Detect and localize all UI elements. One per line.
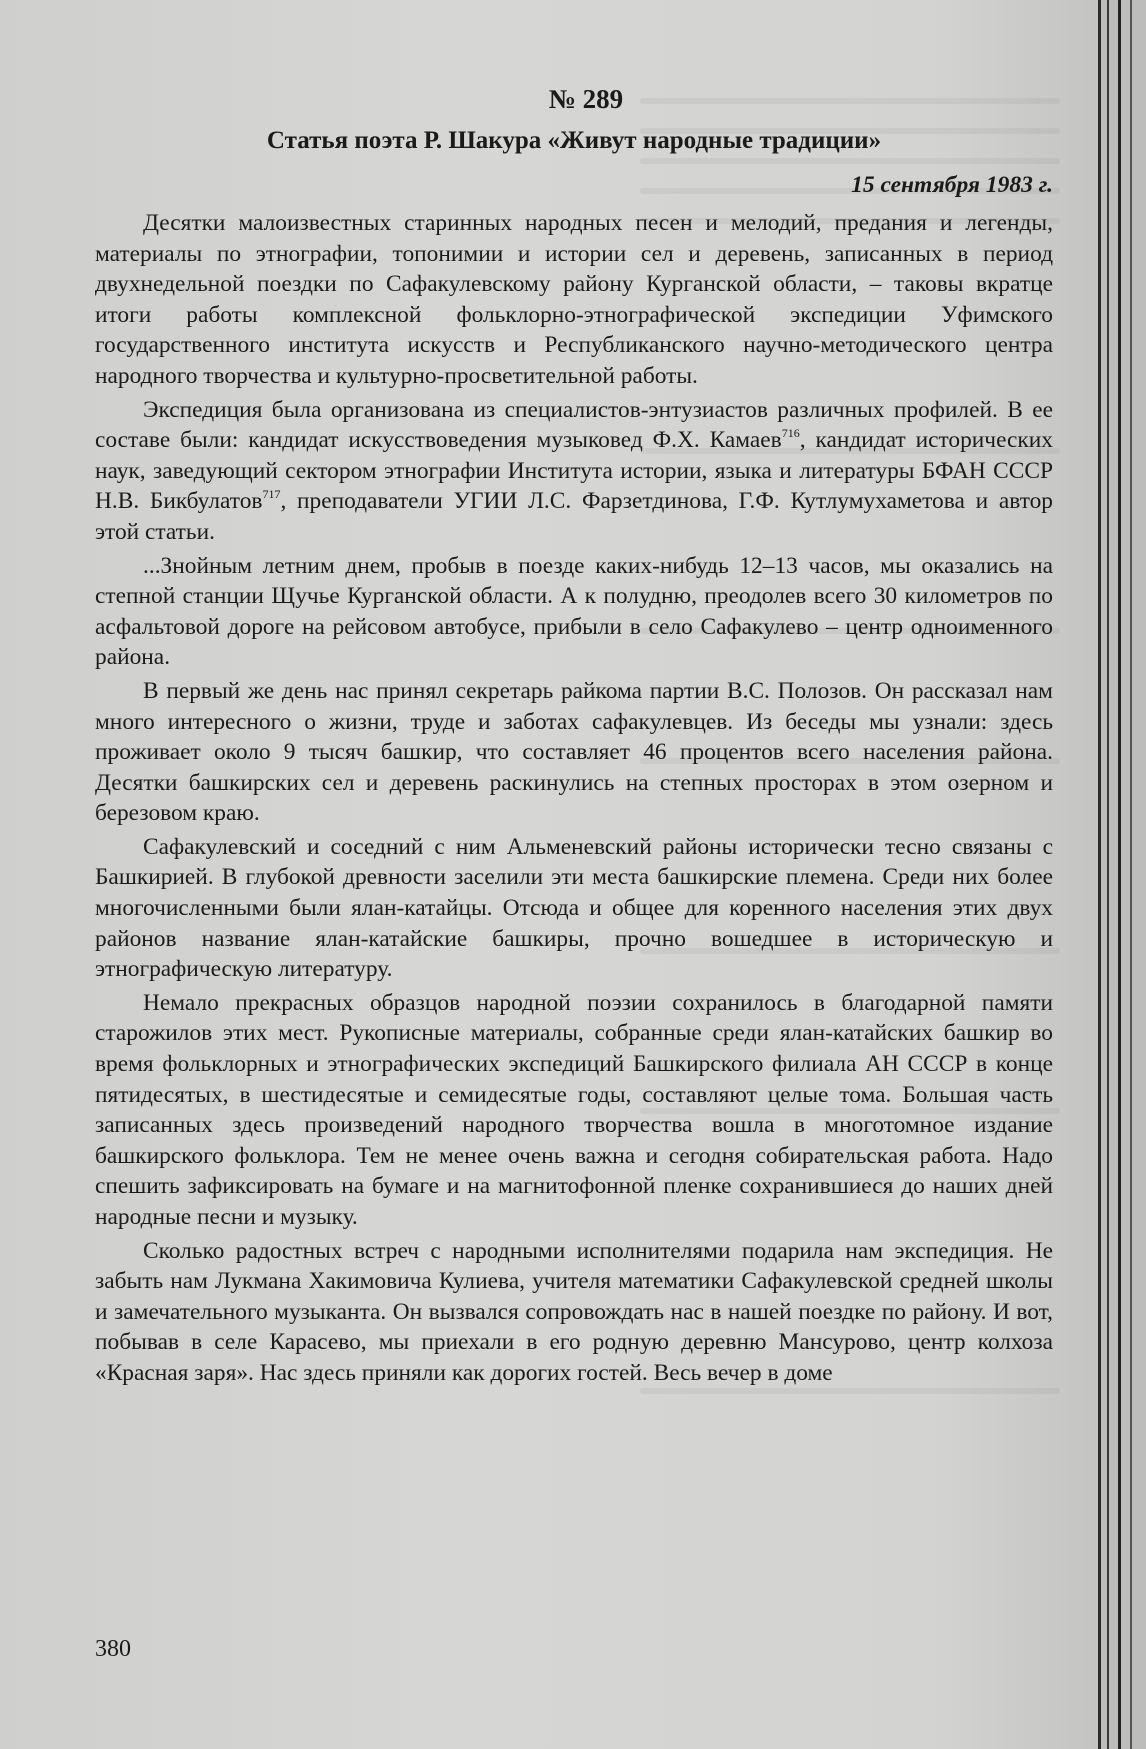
footnote-ref-716: 716 [781,426,800,441]
page-number: 380 [95,1636,131,1662]
paragraph-2-part-a: Экспедиция была организована из специалистов-энтузиастов различных профилей. В ее составе были: кандидат искусствоведения музыковед Ф.Х. Камаев [95,396,1053,454]
page-edge [1130,0,1132,1749]
footnote-ref-717: 717 [262,487,281,502]
paragraph-5: Сафакулевский и соседний с ним Альменевский районы исторически тесно связаны с Башкирией. В глубокой древности заселили эти места башкирские племена. Среди них более многочисленными были ялан-катайцы. Отсюда и общее для коренного населения этих двух районов название ялан-катайские башкиры, прочно вошедшее в историческую и этнографическую литературу. [95,833,1053,983]
paragraph-4: В первый же день нас принял секретарь райкома партии В.С. Полозов. Он рассказал нам много интересного о жизни, труде и заботах сафакулевцев. Из беседы мы узнали: здесь проживает около 9 тысяч башкир, что составляет 46 процентов всего населения района. Десятки башкирских сел и деревень раскинулись на степных просторах в этом озерном и березовом краю. [95,677,1053,827]
paragraph-7: Сколько радостных встреч с народными исполнителями подарила нам экспедиция. Не забыть нам Лукмана Хакимовича Кулиева, учителя математики Сафакулевской средней школы и замечательного музыканта. Он вызвался сопровождать нас в нашей поездке по району. И вот, побывав в селе Карасево, мы приехали в его родную деревню Мансурово, центр колхоза «Красная заря». Нас здесь приняли как дорогих гостей. Весь вечер в доме [95,1237,1053,1386]
paragraph-6: Немало прекрасных образцов народной поэзии сохранилось в благодарной памяти старожилов этих мест. Рукописные материалы, собранные среди ялан-катайских башкир во время фольклорных и этнографических экспедиций Башкирского филиала АН СССР в конце пятидесятых, в шестидесятые и семидесятые годы, составляют целые тома. Большая часть записанных здесь произведений народного творчества вошла в многотомное издание башкирского фольклора. Тем не менее очень важна и сегодня собирательская работа. Надо спешить зафиксировать на бумаге и на магнитофонной пленке сохранившиеся до наших дней народные песни и музыку. [95,989,1053,1230]
paragraph-3: ...Знойным летним днем, пробыв в поезде каких-нибудь 12–13 часов, мы оказались на степной станции Щучье Курганской области. А к полудню, преодолев всего 30 километров по асфальтовой дороге на рейсовом автобусе, прибыли в село Сафакулево – центр одноименного района. [95,552,1053,671]
page-edge [1098,0,1101,1749]
paragraph-2 [95,395,1053,548]
document-number: № 289 [548,84,624,114]
paragraph-1: Десятки малоизвестных старинных народных песен и мелодий, предания и легенды, материалы по этнографии, топонимии и истории сел и деревень, записанных в период двухнедельной поездки по Сафакулевскому району Курганской области, – таковы вкратце итоги работы комплексной фольклорно-этнографической экспедиции Уфимского государственного института искусств и Республиканского научно-методического центра народного творчества и культурно-просветительной работы. [95,210,1053,389]
document-body [95,78,1053,1389]
paragraph-2-part-b: , кандидат исторических наук, заведующий сектором этнографии Института истории, языка и литературы БФАН СССР Н.В. Бикбулатов [95,427,1053,515]
document-date: 15 сентября 1983 г. [851,172,1053,198]
page-edge [1118,0,1121,1749]
paragraph-2-part-c: , преподаватели УГИИ Л.С. Фарзетдинова, Г.Ф. Кутлумухаметова и автор этой статьи. [95,488,1053,545]
page-edge [1107,0,1109,1749]
document-title: Статья поэта Р. Шакура «Живут народные традиции» [266,127,882,154]
